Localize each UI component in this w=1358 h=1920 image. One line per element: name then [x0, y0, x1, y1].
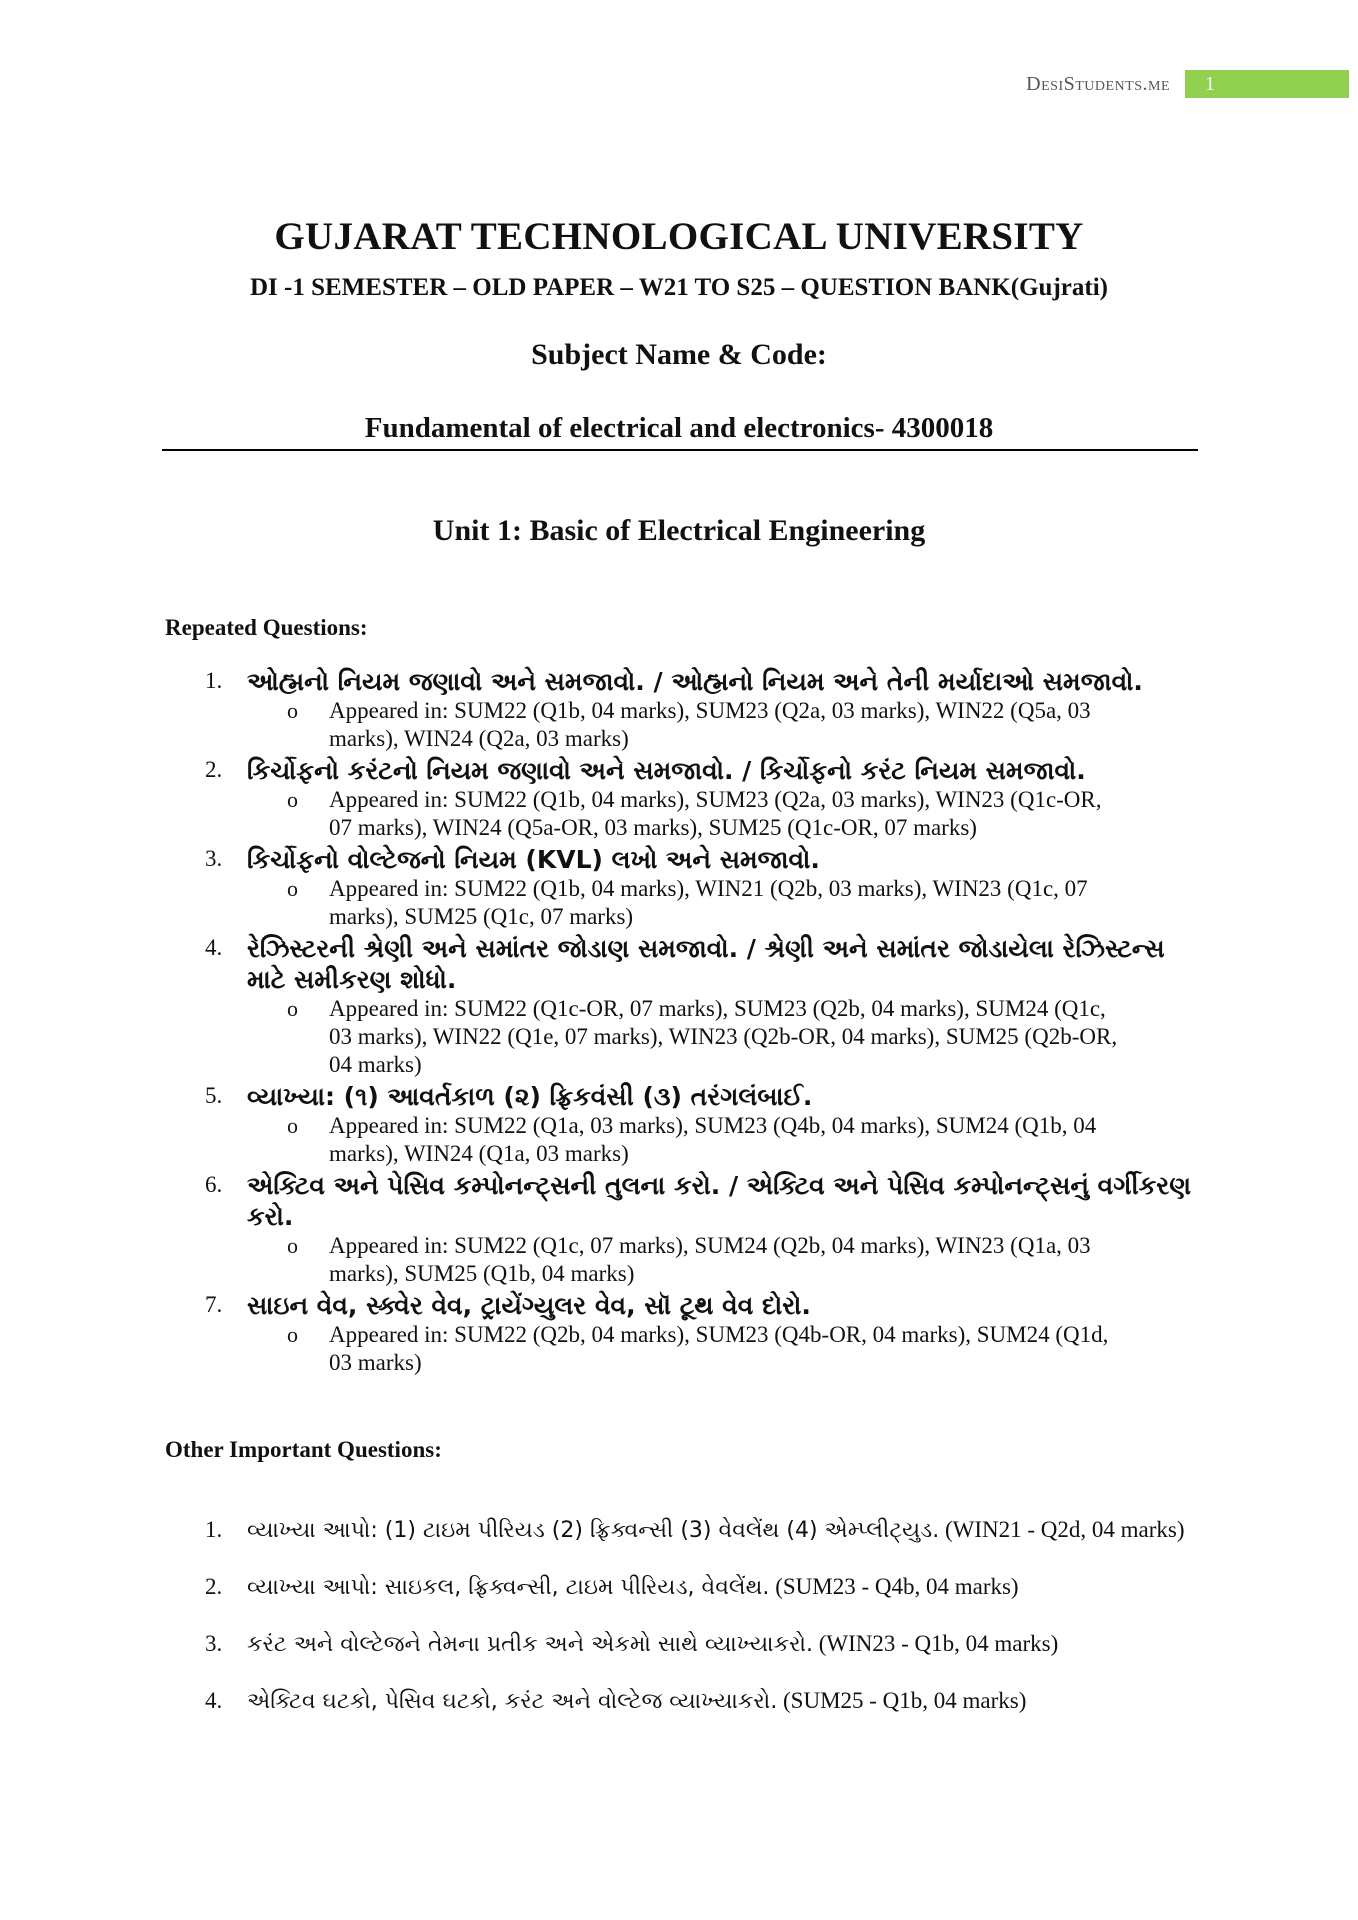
appeared-in: o Appeared in: SUM22 (Q1b, 04 marks), SUM23 (Q2a, 03 marks), WIN22 (Q5a, 03 marks), WIN24 (Q2a, 03 marks)	[287, 698, 1091, 751]
question-number: 2.	[205, 757, 223, 782]
list-item	[165, 933, 1205, 1079]
other-questions-list	[165, 1515, 1205, 1743]
bullet-icon: o	[287, 1233, 298, 1258]
list-item	[165, 1629, 1205, 1660]
list-item	[165, 1515, 1205, 1546]
appeared-in: o Appeared in: SUM22 (Q1c, 07 marks), SUM24 (Q2b, 04 marks), WIN23 (Q1a, 03 marks), SUM25 (Q1b, 04 marks)	[287, 1233, 1091, 1286]
question-text: કિર્ચોફનો વોલ્ટેજનો નિયમ (KVL) લખો અને સમજાવો.	[247, 845, 820, 874]
appeared-in: o Appeared in: SUM22 (Q1b, 04 marks), SUM23 (Q2a, 03 marks), WIN23 (Q1c-OR, 07 marks), WIN24 (Q5a-OR, 03 marks), SUM25 (Q1c-OR, 07 marks)	[287, 787, 1102, 840]
list-item	[165, 755, 1205, 842]
list-item	[165, 844, 1205, 931]
repeated-questions-heading: Repeated Questions:	[165, 615, 368, 640]
question-number: 1.	[205, 668, 223, 693]
list-item	[165, 1170, 1205, 1288]
list-item	[165, 1290, 1205, 1377]
question-number: 4.	[205, 935, 223, 960]
question-reference: (WIN21 - Q2d, 04 marks)	[944, 1517, 1185, 1542]
site-name: DesiStudents.me	[1026, 73, 1170, 95]
question-reference: (SUM23 - Q4b, 04 marks)	[775, 1574, 1019, 1599]
list-item	[165, 666, 1205, 753]
bullet-icon: o	[287, 1113, 298, 1138]
question-text: વ્યાખ્યા: (૧) આવર્તકાળ (૨) ફ્રિકવંસી (૩) તરંગલંબાઈ.	[247, 1082, 813, 1111]
bullet-icon: o	[287, 787, 298, 812]
subject-label: Subject Name & Code:	[531, 338, 827, 371]
question-text: કિર્ચોફનો કરંટનો નિયમ જણાવો અને સમજાવો. / કિર્ચોફનો કરંટ નિયમ સમજાવો.	[247, 756, 1086, 785]
question-reference: (SUM25 - Q1b, 04 marks)	[783, 1688, 1027, 1713]
bullet-icon: o	[287, 1322, 298, 1347]
question-number: 6.	[205, 1172, 223, 1197]
question-number: 2.	[205, 1574, 223, 1599]
bullet-icon: o	[287, 996, 298, 1021]
question-number: 7.	[205, 1292, 223, 1317]
bullet-icon: o	[287, 698, 298, 723]
question-text: એક્ટિવ અને પેસિવ કમ્પોનન્ટ્સની તુલના કરો. / એક્ટિવ અને પેસિવ કમ્પોનન્ટ્સનું વર્ગીકરણ કરો.	[247, 1171, 1192, 1231]
list-item	[165, 1686, 1205, 1717]
list-item	[165, 1081, 1205, 1168]
page-number-badge: 1	[1185, 70, 1349, 98]
question-text: કરંટ અને વોલ્ટેજને તેમના પ્રતીક અને એકમો સાથે વ્યાખ્યાકરો.	[247, 1632, 813, 1657]
list-item	[165, 1572, 1205, 1603]
question-number: 5.	[205, 1083, 223, 1108]
university-title: GUJARAT TECHNOLOGICAL UNIVERSITY	[274, 215, 1084, 258]
question-reference: (WIN23 - Q1b, 04 marks)	[818, 1631, 1059, 1656]
appeared-in: o Appeared in: SUM22 (Q1a, 03 marks), SUM23 (Q4b, 04 marks), SUM24 (Q1b, 04 marks), WIN24 (Q1a, 03 marks)	[287, 1113, 1097, 1166]
document-subtitle: DI -1 SEMESTER – OLD PAPER – W21 TO S25 – QUESTION BANK(Gujrati)	[250, 274, 1108, 301]
other-questions-heading: Other Important Questions:	[165, 1437, 442, 1462]
question-text: એક્ટિવ ઘટકો, પેસિવ ઘટકો, કરંટ અને વોલ્ટેજ વ્યાખ્યાકરો.	[247, 1689, 778, 1714]
appeared-in: o Appeared in: SUM22 (Q2b, 04 marks), SUM23 (Q4b-OR, 04 marks), SUM24 (Q1d, 03 marks)	[287, 1322, 1109, 1375]
appeared-in: o Appeared in: SUM22 (Q1b, 04 marks), WIN21 (Q2b, 03 marks), WIN23 (Q1c, 07 marks), SUM25 (Q1c, 07 marks)	[287, 876, 1088, 929]
question-text: વ્યાખ્યા આપો: (1) ટાઇમ પીરિયડ (2) ફ્રિક્વન્સી (3) વેવલેંથ (4) એમ્પ્લીટ્યુડ.	[247, 1518, 940, 1543]
question-text: સાઇન વેવ, સ્ક્વેર વેવ, ટ્રાયેંગ્યુલર વેવ, સૉ ટૂથ વેવ દોરો.	[247, 1291, 811, 1320]
question-number: 3.	[205, 846, 223, 871]
page-header	[0, 70, 1358, 100]
question-number: 1.	[205, 1517, 223, 1542]
repeated-questions-list	[165, 666, 1205, 1379]
unit-title: Unit 1: Basic of Electrical Engineering	[432, 514, 926, 547]
appeared-in: o Appeared in: SUM22 (Q1c-OR, 07 marks), SUM23 (Q2b, 04 marks), SUM24 (Q1c, 03 marks), WIN22 (Q1e, 07 marks), WIN23 (Q2b-OR, 04 marks), SUM25 (Q2b-OR, 04 marks)	[287, 996, 1118, 1077]
divider-line	[162, 449, 1198, 451]
subject-name: Fundamental of electrical and electronics- 4300018	[364, 412, 994, 444]
question-number: 3.	[205, 1631, 223, 1656]
question-number: 4.	[205, 1688, 223, 1713]
question-text: ઓહ્મનો નિયમ જણાવો અને સમજાવો. / ઓહ્મનો નિયમ અને તેની મર્યાદાઓ સમજાવો.	[247, 667, 1143, 696]
question-text: વ્યાખ્યા આપો: સાઇકલ, ફ્રિક્વન્સી, ટાઇમ પીરિયડ, વેવલેંથ.	[247, 1575, 770, 1600]
bullet-icon: o	[287, 876, 298, 901]
question-text: રેઝિસ્ટરની શ્રેણી અને સમાંતર જોડાણ સમજાવો. / શ્રેણી અને સમાંતર જોડાયેલા રેઝિસ્ટન્સ માટે સમીકરણ શોધો.	[247, 934, 1165, 994]
